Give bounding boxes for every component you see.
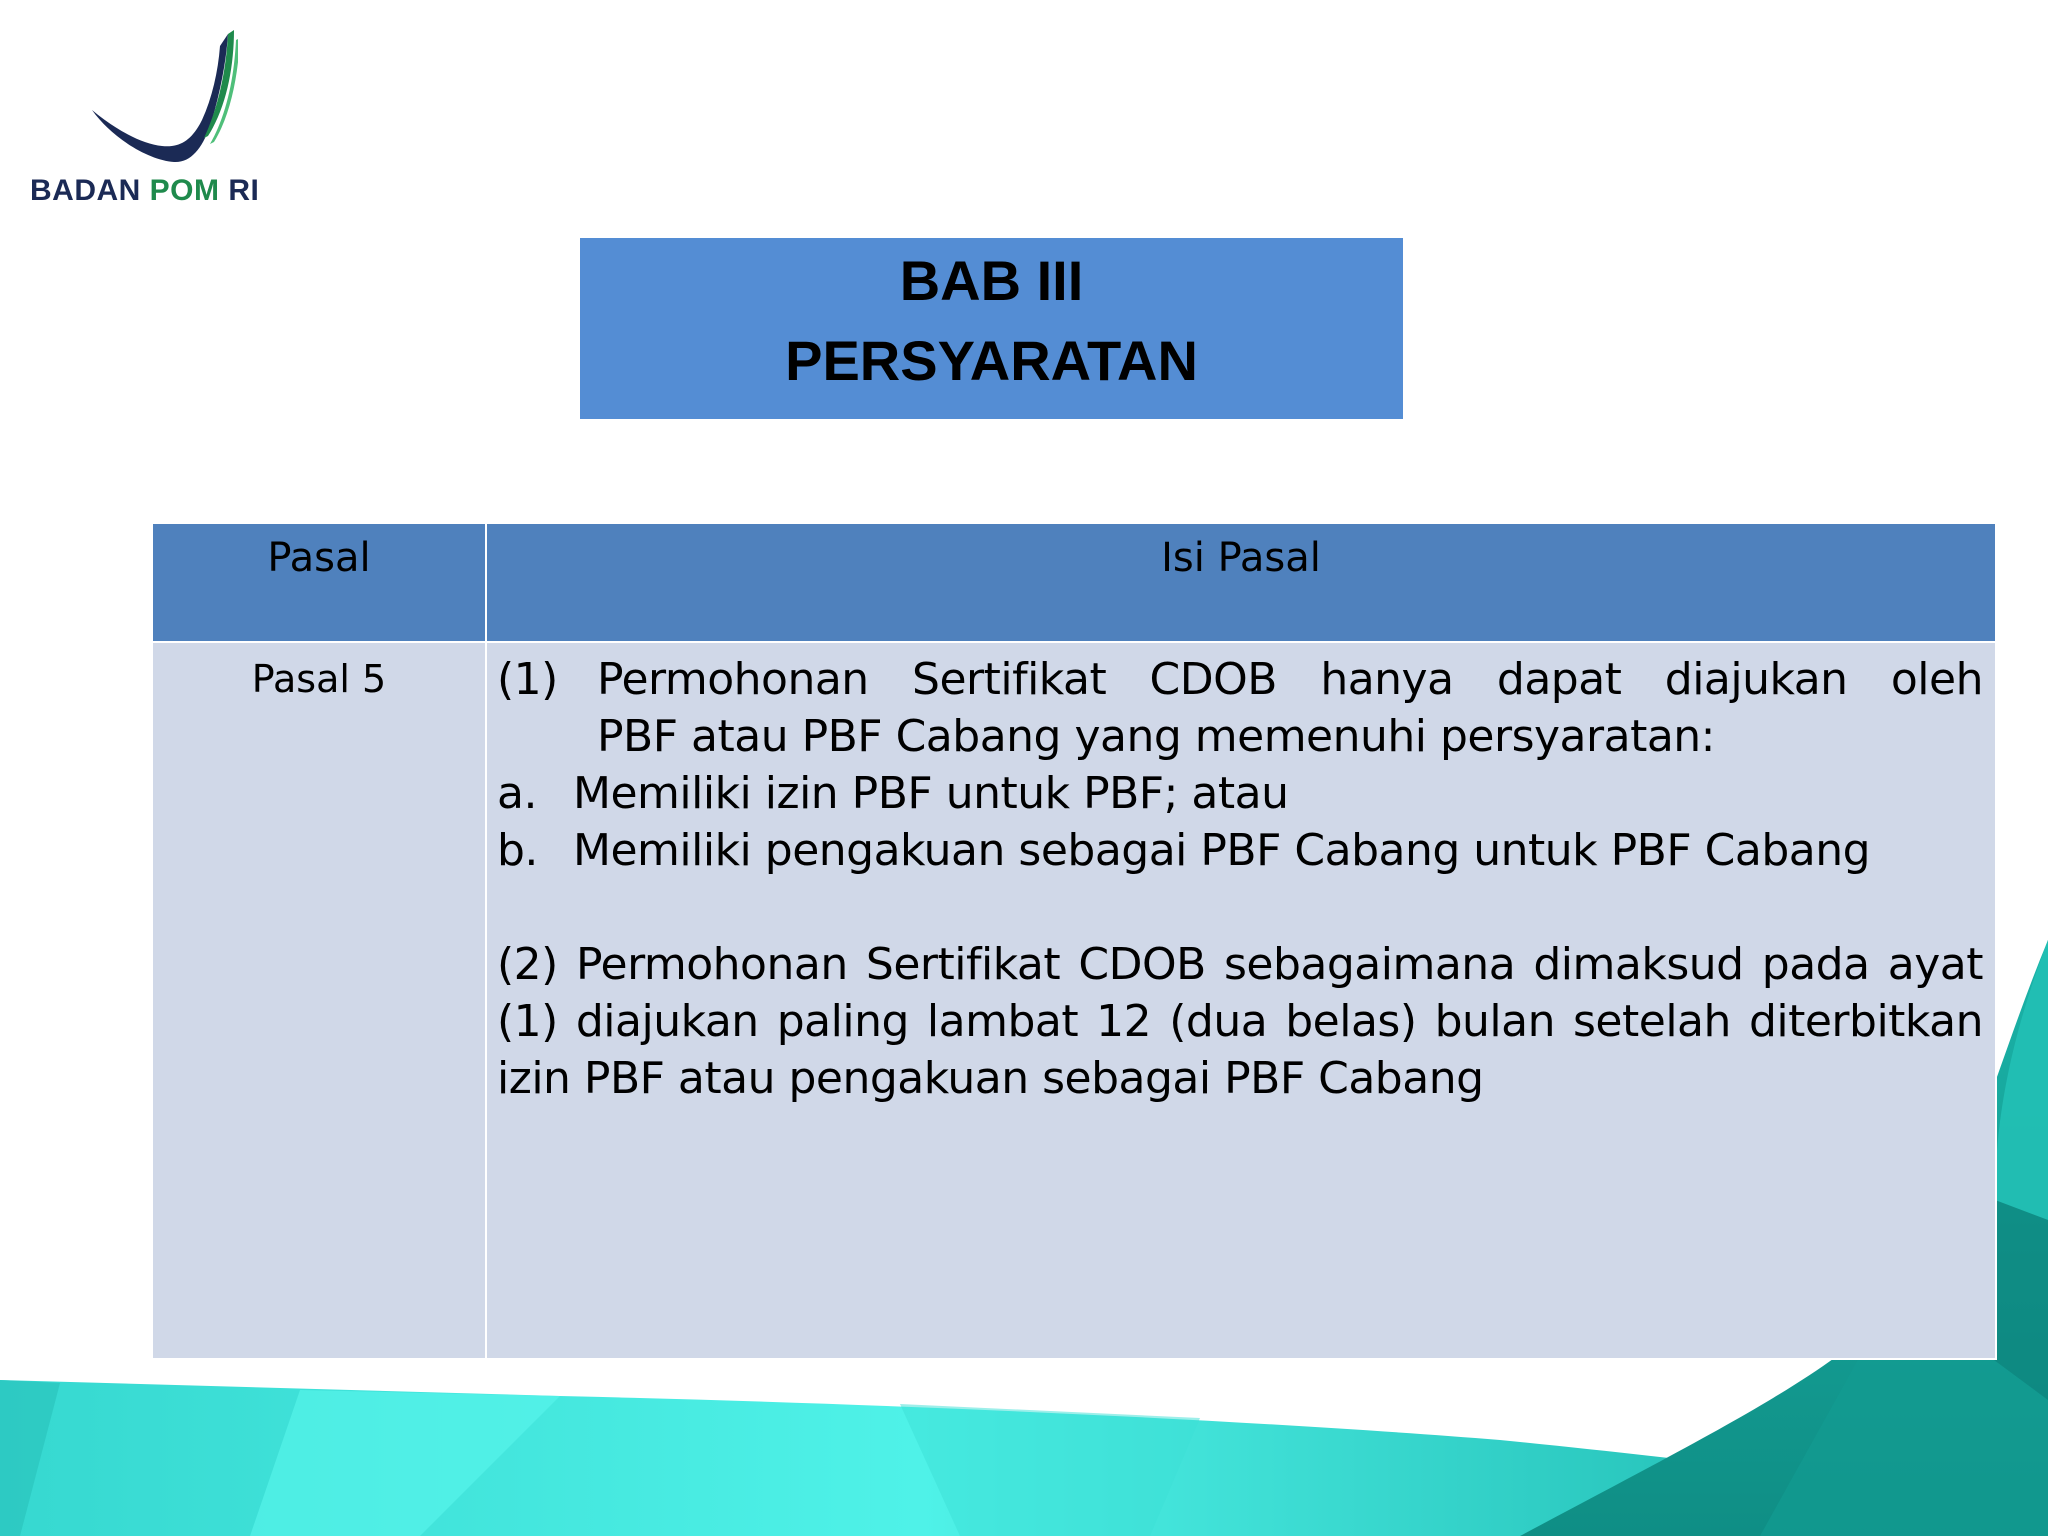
logo-text-pom: POM [149,174,220,207]
pasal-table [151,522,1997,1360]
pasal-cell: Pasal 5 [152,642,486,1359]
list-item [497,822,1983,879]
list-item-label: b. [497,825,538,876]
checkmark-swoosh-logo-icon [88,28,238,168]
ayat-1-number: (1) [497,654,558,705]
table-row [152,642,1996,1359]
ayat-1-text [597,651,1983,765]
list-item-label: a. [497,768,537,819]
ayat-1-line-1: Permohonan Sertifikat CDOB hanya dapat diajukan oleh [597,654,1983,705]
paragraph-spacer [497,879,1983,936]
ayat-1-line-2: PBF atau PBF Cabang yang memenuhi persyaratan: [597,711,1715,762]
logo-text-ri: RI [219,174,260,207]
ayat-1 [497,651,1983,765]
logo-text-badan: BADAN [30,174,150,207]
chapter-number: BAB III [899,249,1084,312]
logo-wordmark [30,174,259,208]
list-item-text: Memiliki izin PBF untuk PBF; atau [573,768,1289,819]
list-item-text: Memiliki pengakuan sebagai PBF Cabang untuk PBF Cabang [573,825,1871,876]
list-item [497,765,1983,822]
chapter-title: PERSYARATAN [785,329,1198,392]
chapter-title-box [580,238,1403,419]
header-pasal: Pasal [152,523,486,642]
header-isi-pasal: Isi Pasal [486,523,1996,642]
table-header-row [152,523,1996,642]
badan-pom-logo [28,28,288,218]
ayat-2: (2) Permohonan Sertifikat CDOB sebagaimana dimaksud pada ayat (1) diajukan paling lambat 12 (dua belas) bulan setelah diterbitkan izin PBF atau pengakuan sebagai PBF Cabang [497,939,1983,1104]
isi-pasal-cell [486,642,1996,1359]
